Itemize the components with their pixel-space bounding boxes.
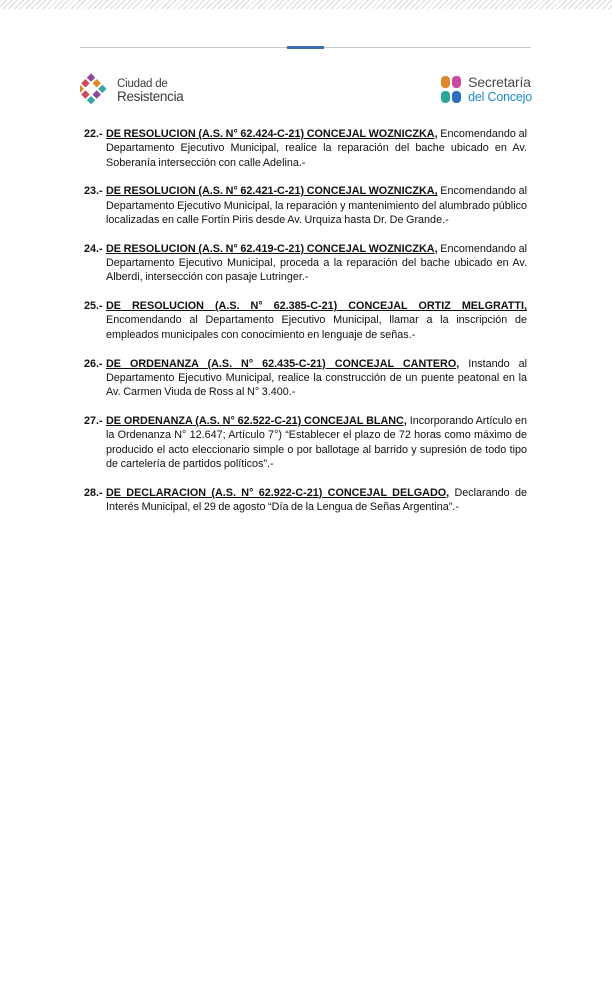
secretaria-emblem-icon: [440, 74, 464, 106]
ciudad-emblem-icon: [80, 70, 112, 112]
agenda-item: [84, 184, 527, 227]
left-logo-line2: Resistencia: [117, 88, 184, 104]
item-heading: DE RESOLUCION (A.S. N° 62.421-C-21) CONCEJAL WOZNICZKA,: [106, 185, 438, 198]
agenda-item: [84, 414, 527, 471]
item-text: Declarando de Interés Municipal, el 29 de agosto “Día de la Lengua de Señas Argentina”.-: [106, 486, 527, 513]
item-heading: DE ORDENANZA (A.S. N° 62.522-C-21) CONCEJAL BLANC,: [106, 414, 407, 427]
secretaria-del-concejo-logo: [440, 72, 532, 108]
item-text: Instando al Departamento Ejecutivo Municipal, realice la construcción de un puente peatonal en la Av. Carmen Viuda de Ross al N° 3.400.-: [106, 357, 527, 399]
agenda-item: [84, 242, 527, 285]
agenda-item: [84, 127, 527, 170]
item-number: 23.-: [84, 185, 103, 198]
left-logo-line1: Ciudad de: [117, 77, 168, 90]
item-text: Encomendando al Departamento Ejecutivo Municipal, llamar a la inscripción de empleados municipales con conocimiento en lenguaje de señas.-: [106, 314, 527, 341]
item-number: 26.-: [84, 357, 103, 370]
item-number: 25.-: [84, 300, 103, 313]
right-logo-line1: Secretaría: [468, 74, 531, 91]
agenda-item: [84, 486, 527, 515]
item-heading: DE RESOLUCION (A.S. N° 62.385-C-21) CONCEJAL ORTIZ MELGRATTI,: [106, 300, 527, 313]
item-heading: DE RESOLUCION (A.S. N° 62.424-C-21) CONCEJAL WOZNICZKA,: [106, 128, 438, 140]
right-logo-line2: del Concejo: [468, 89, 532, 104]
ciudad-de-resistencia-logo: [80, 70, 183, 112]
item-number: 24.-: [84, 242, 103, 255]
item-text: Encomendando al Departamento Ejecutivo Municipal, realice la reparación del bache ubicado en Av. Soberanía intersección con calle Adelina.-: [106, 128, 527, 169]
item-number: 27.-: [84, 414, 103, 427]
item-number: 28.-: [84, 486, 103, 499]
item-heading: DE DECLARACION (A.S. N° 62.922-C-21) CONCEJAL DELGADO,: [106, 486, 450, 499]
agenda-item: [84, 299, 527, 342]
item-heading: DE RESOLUCION (A.S. N° 62.419-C-21) CONCEJAL WOZNICZKA,: [106, 242, 438, 255]
item-text: Incorporando Artículo en la Ordenanza N° 12.647; Artículo 7°) “Establecer el plazo de 72 horas como máximo de producido el acto eleccionario simple o por ballotage al barrido y supresión de todo tipo de cartelería de partidos políticos”.-: [106, 414, 528, 470]
top-hatch-band: [0, 0, 612, 9]
item-number: 22.-: [84, 128, 103, 140]
item-heading: DE ORDENANZA (A.S. N° 62.435-C-21) CONCEJAL CANTERO,: [106, 357, 460, 370]
agenda-item: [84, 357, 527, 400]
item-text: Encomendando al Departamento Ejecutivo Municipal, proceda a la reparación del bache ubicado en Av. Alberdi, intersección con pasaje Lutringer.-: [106, 242, 527, 284]
header-accent-bar: [287, 46, 324, 49]
agenda-list: [84, 127, 527, 529]
item-text: Encomendando al Departamento Ejecutivo Municipal, la reparación y mantenimiento del alumbrado público localizadas en calle Fortín Piris desde Av. Urquiza hasta Dr. De Grande.-: [106, 185, 527, 226]
